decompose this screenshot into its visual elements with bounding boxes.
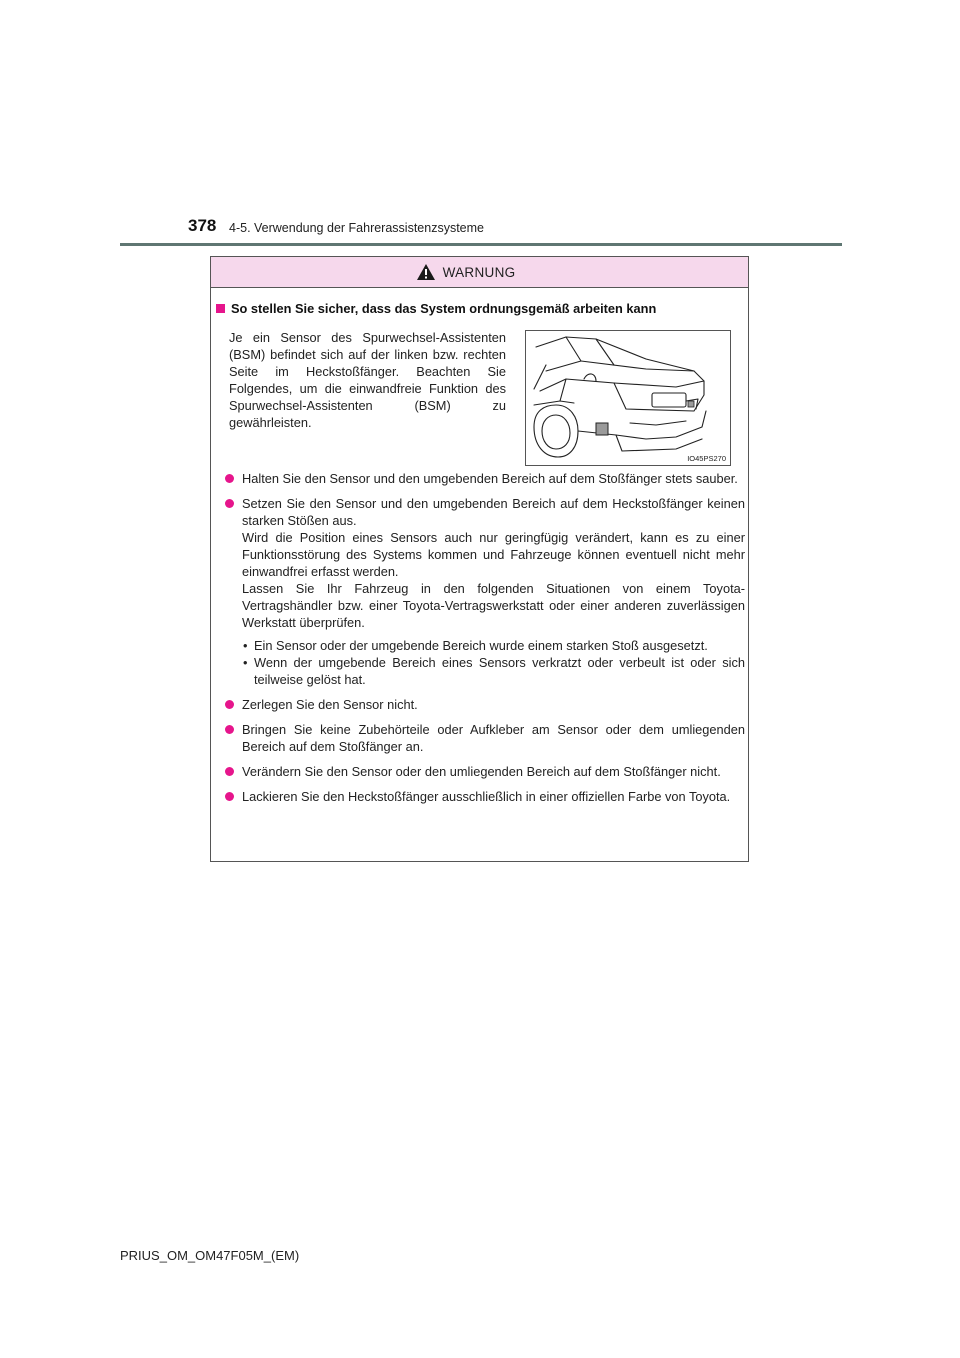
warning-triangle-icon: [416, 263, 436, 281]
footer-doc-id: PRIUS_OM_OM47F05M_(EM): [120, 1248, 300, 1263]
sensor-figure: [525, 330, 731, 466]
circle-bullet-icon: [225, 792, 234, 801]
figure-code: IO45PS270: [687, 454, 726, 463]
section-title: 4-5. Verwendung der Fahrerassistenzsysteme: [229, 221, 484, 235]
warning-title: WARNUNG: [442, 264, 516, 280]
sub-item-text: Ein Sensor oder der umgebende Bereich wurde einem starken Stoß ausgesetzt.: [254, 638, 708, 653]
sub-list: [242, 637, 745, 688]
sub-list-item: • Ein Sensor oder der umgebende Bereich wurde einem starken Stoß ausgesetzt.: [243, 638, 708, 653]
sub-list-item: • Wenn der umgebende Bereich eines Sensors verkratzt oder verbeult ist oder sich teilweise gelöst hat.: [243, 655, 745, 687]
list-item: [225, 470, 745, 487]
item-text: Halten Sie den Sensor und den umgebenden Bereich auf dem Stoßfänger stets sauber.: [242, 471, 738, 486]
item-line: Lassen Sie Ihr Fahrzeug in den folgenden Situationen von einem Toyota-Vertragshändler bzw. einer Toyota-Vertragswerkstatt oder einer anderen zuverlässigen Werkstatt überprüfen.: [242, 581, 745, 630]
item-text: Bringen Sie keine Zubehörteile oder Aufkleber am Sensor oder dem umliegenden Bereich auf dem Stoßfänger an.: [242, 722, 745, 754]
page-number: 378: [188, 216, 217, 235]
list-item: [225, 721, 745, 755]
warning-subheading: [216, 301, 656, 316]
list-item: [225, 495, 745, 688]
list-item: [225, 763, 745, 780]
item-text: Verändern Sie den Sensor oder den umliegenden Bereich auf dem Stoßfänger nicht.: [242, 764, 721, 779]
warning-header: [211, 257, 748, 288]
square-bullet-icon: [216, 304, 225, 313]
item-line: Wird die Position eines Sensors auch nur geringfügig verändert, kann es zu einer Funktionsstörung des Systems kommen und Fahrzeuge können eventuell nicht mehr einwandfrei erfasst werden.: [242, 530, 745, 579]
item-line: Setzen Sie den Sensor und den umgebenden Bereich auf dem Heckstoßfänger keinen starken Stößen aus.: [242, 496, 745, 528]
item-text: Zerlegen Sie den Sensor nicht.: [242, 697, 418, 712]
car-rear-illustration: [526, 331, 730, 465]
circle-bullet-icon: [225, 767, 234, 776]
sub-item-text: Wenn der umgebende Bereich eines Sensors verkratzt oder verbeult ist oder sich teilweise gelöst hat.: [254, 655, 745, 687]
circle-bullet-icon: [225, 725, 234, 734]
circle-bullet-icon: [225, 499, 234, 508]
warning-list: [225, 470, 745, 813]
item-text: Lackieren Sie den Heckstoßfänger ausschließlich in einer offiziellen Farbe von Toyota.: [242, 789, 731, 804]
warning-box: [210, 256, 749, 862]
list-item: [225, 696, 745, 713]
circle-bullet-icon: [225, 700, 234, 709]
intro-paragraph: Je ein Sensor des Spurwechsel-Assistenten (BSM) befindet sich auf der linken bzw. rechten Seite im Heckstoßfänger. Beachten Sie Folgendes, um die einwandfreie Funktion des Spurwechsel-Assistenten (BSM) zu gewährleisten.: [229, 330, 506, 430]
header-rule: [120, 243, 842, 246]
list-item: [225, 788, 745, 805]
subheading-text: So stellen Sie sicher, dass das System ordnungsgemäß arbeiten kann: [231, 301, 657, 316]
circle-bullet-icon: [225, 474, 234, 483]
